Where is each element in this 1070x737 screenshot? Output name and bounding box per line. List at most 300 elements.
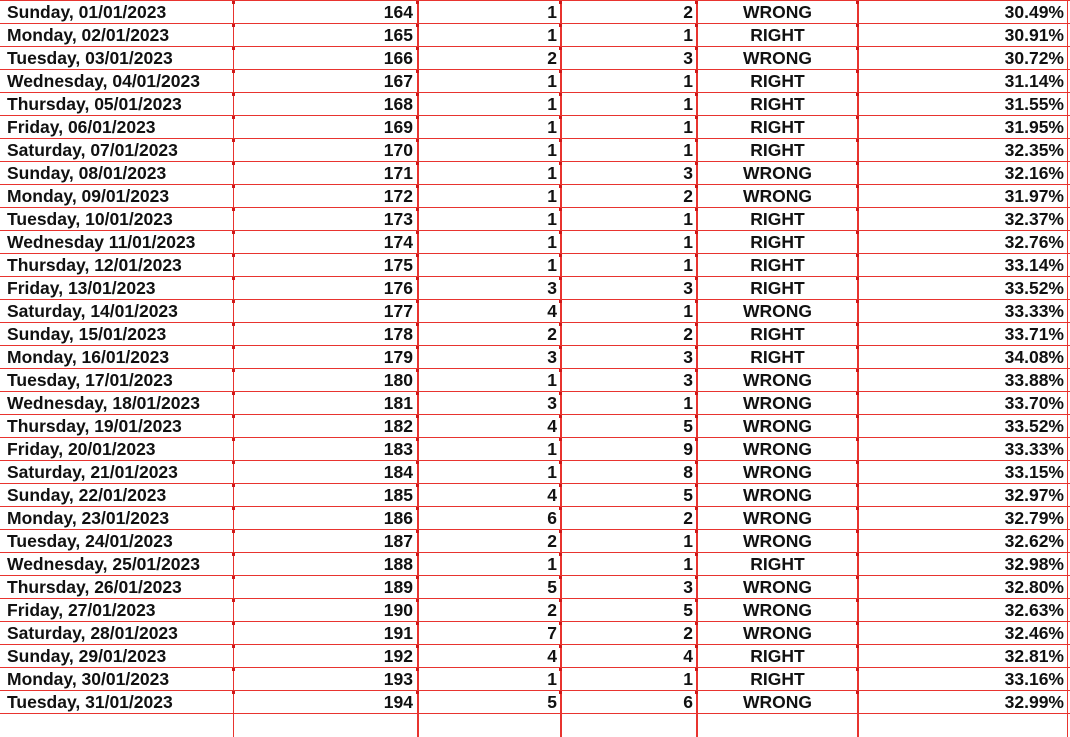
result-cell[interactable]: WRONG — [742, 301, 813, 321]
result-cell[interactable]: RIGHT — [750, 232, 805, 252]
column-divider — [696, 461, 698, 483]
percentage-cell[interactable]: 30.72% — [1004, 48, 1064, 68]
date-cell[interactable]: Wednesday, 25/01/2023 — [7, 554, 200, 574]
index-cell[interactable]: 173 — [383, 209, 413, 229]
result-cell[interactable]: RIGHT — [750, 278, 805, 298]
cell-comment-marker — [695, 254, 698, 257]
table-row[interactable] — [0, 300, 1070, 323]
value-b-cell[interactable]: 2 — [683, 2, 693, 22]
column-divider — [233, 438, 234, 460]
cell-comment-marker — [856, 369, 859, 372]
date-cell[interactable]: Thursday, 05/01/2023 — [7, 94, 182, 114]
table-row[interactable] — [0, 438, 1070, 461]
column-divider — [1067, 277, 1068, 299]
value-a-cell[interactable]: 5 — [547, 692, 557, 712]
value-a-cell[interactable]: 1 — [547, 439, 557, 459]
cell-comment-marker — [232, 116, 235, 119]
value-b-cell[interactable]: 3 — [683, 370, 693, 390]
table-row[interactable] — [0, 162, 1070, 185]
date-cell[interactable]: Thursday, 12/01/2023 — [7, 255, 182, 275]
column-divider — [857, 116, 859, 138]
percentage-cell[interactable]: 32.76% — [1004, 232, 1064, 252]
column-divider — [1067, 369, 1068, 391]
result-cell[interactable]: RIGHT — [750, 255, 805, 275]
index-cell[interactable]: 193 — [383, 669, 413, 689]
result-cell[interactable]: RIGHT — [750, 209, 805, 229]
table-row[interactable] — [0, 691, 1070, 714]
index-cell[interactable]: 176 — [383, 278, 413, 298]
index-cell[interactable]: 174 — [383, 232, 413, 252]
value-b-cell[interactable]: 3 — [683, 577, 693, 597]
value-b-cell[interactable]: 9 — [683, 439, 693, 459]
value-a-cell[interactable]: 4 — [547, 301, 557, 321]
result-cell[interactable]: RIGHT — [750, 554, 805, 574]
column-divider — [1067, 622, 1068, 644]
percentage-cell[interactable]: 33.15% — [1004, 462, 1064, 482]
value-b-cell[interactable]: 1 — [683, 232, 693, 252]
percentage-cell[interactable]: 32.98% — [1004, 554, 1064, 574]
table-row[interactable] — [0, 415, 1070, 438]
table-row[interactable] — [0, 622, 1070, 645]
cell-comment-marker — [695, 1, 698, 4]
result-cell[interactable]: WRONG — [742, 48, 813, 68]
cell-comment-marker — [232, 507, 235, 510]
date-cell[interactable]: Tuesday, 31/01/2023 — [7, 692, 173, 712]
cell-comment-marker — [559, 116, 562, 119]
cell-comment-marker — [856, 438, 859, 441]
value-b-cell[interactable]: 1 — [683, 255, 693, 275]
cell-comment-marker — [695, 231, 698, 234]
column-divider — [417, 507, 419, 529]
value-a-cell[interactable]: 1 — [547, 71, 557, 91]
cell-comment-marker — [232, 622, 235, 625]
percentage-cell[interactable]: 32.62% — [1004, 531, 1064, 551]
column-divider — [417, 599, 419, 621]
value-b-cell[interactable]: 2 — [683, 324, 693, 344]
cell-comment-marker — [559, 392, 562, 395]
cell-comment-marker — [559, 622, 562, 625]
result-cell[interactable]: WRONG — [742, 600, 813, 620]
cell-comment-marker — [416, 691, 419, 694]
value-b-cell[interactable]: 3 — [683, 48, 693, 68]
index-cell[interactable]: 180 — [383, 370, 413, 390]
cell-comment-marker — [232, 576, 235, 579]
cell-comment-marker — [695, 300, 698, 303]
value-a-cell[interactable]: 3 — [547, 347, 557, 367]
table-row[interactable] — [0, 369, 1070, 392]
column-divider — [417, 392, 419, 414]
value-a-cell[interactable]: 1 — [547, 370, 557, 390]
date-cell[interactable]: Monday, 30/01/2023 — [7, 669, 170, 689]
percentage-cell[interactable]: 32.81% — [1004, 646, 1064, 666]
percentage-cell[interactable]: 33.16% — [1004, 669, 1064, 689]
value-b-cell[interactable]: 8 — [683, 462, 693, 482]
index-cell[interactable]: 182 — [383, 416, 413, 436]
percentage-cell[interactable]: 33.33% — [1004, 301, 1064, 321]
value-b-cell[interactable]: 1 — [683, 669, 693, 689]
column-divider — [696, 277, 698, 299]
table-row[interactable] — [0, 507, 1070, 530]
column-divider — [417, 208, 419, 230]
column-divider — [560, 553, 562, 575]
table-row[interactable] — [0, 1, 1070, 24]
index-cell[interactable]: 183 — [383, 439, 413, 459]
percentage-cell[interactable]: 32.35% — [1004, 140, 1064, 160]
percentage-cell[interactable]: 33.88% — [1004, 370, 1064, 390]
cell-comment-marker — [559, 691, 562, 694]
result-cell[interactable]: WRONG — [742, 2, 813, 22]
column-divider — [417, 346, 419, 368]
value-b-cell[interactable]: 6 — [683, 692, 693, 712]
value-a-cell[interactable]: 1 — [547, 2, 557, 22]
table-row[interactable] — [0, 47, 1070, 70]
cell-comment-marker — [559, 162, 562, 165]
column-divider — [696, 162, 698, 184]
result-cell[interactable]: WRONG — [742, 577, 813, 597]
column-divider — [696, 231, 698, 253]
value-a-cell[interactable]: 6 — [547, 508, 557, 528]
percentage-cell[interactable]: 31.97% — [1004, 186, 1064, 206]
column-divider — [1067, 231, 1068, 253]
cell-comment-marker — [695, 346, 698, 349]
date-cell[interactable]: Friday, 20/01/2023 — [7, 439, 156, 459]
date-cell[interactable]: Wednesday, 04/01/2023 — [7, 71, 200, 91]
percentage-cell[interactable]: 32.63% — [1004, 600, 1064, 620]
table-row[interactable] — [0, 392, 1070, 415]
cell-comment-marker — [232, 369, 235, 372]
date-cell[interactable]: Sunday, 01/01/2023 — [7, 2, 167, 22]
value-b-cell[interactable]: 3 — [683, 278, 693, 298]
column-divider — [560, 668, 562, 690]
index-cell[interactable]: 188 — [383, 554, 413, 574]
value-a-cell[interactable]: 4 — [547, 416, 557, 436]
date-cell[interactable]: Monday, 02/01/2023 — [7, 25, 170, 45]
result-cell[interactable]: RIGHT — [750, 117, 805, 137]
column-divider — [417, 530, 419, 552]
date-cell[interactable]: Friday, 27/01/2023 — [7, 600, 156, 620]
table-row[interactable] — [0, 645, 1070, 668]
value-b-cell[interactable]: 1 — [683, 140, 693, 160]
value-a-cell[interactable]: 1 — [547, 140, 557, 160]
percentage-cell[interactable]: 31.95% — [1004, 117, 1064, 137]
cell-comment-marker — [416, 346, 419, 349]
column-divider — [696, 484, 698, 506]
value-b-cell[interactable]: 3 — [683, 163, 693, 183]
index-cell[interactable]: 194 — [383, 692, 413, 712]
index-cell[interactable]: 189 — [383, 577, 413, 597]
table-row[interactable] — [0, 346, 1070, 369]
value-a-cell[interactable]: 2 — [547, 531, 557, 551]
result-cell[interactable]: RIGHT — [750, 347, 805, 367]
result-cell[interactable]: RIGHT — [750, 324, 805, 344]
value-a-cell[interactable]: 1 — [547, 94, 557, 114]
result-cell[interactable]: WRONG — [742, 692, 813, 712]
date-cell[interactable]: Saturday, 07/01/2023 — [7, 140, 178, 160]
date-cell[interactable]: Sunday, 29/01/2023 — [7, 646, 167, 666]
percentage-cell[interactable]: 33.14% — [1004, 255, 1064, 275]
percentage-cell[interactable]: 30.49% — [1004, 2, 1064, 22]
date-cell[interactable]: Monday, 23/01/2023 — [7, 508, 170, 528]
index-cell[interactable]: 184 — [383, 462, 413, 482]
table-row[interactable] — [0, 461, 1070, 484]
value-a-cell[interactable]: 1 — [547, 554, 557, 574]
value-a-cell[interactable]: 7 — [547, 623, 557, 643]
percentage-cell[interactable]: 32.80% — [1004, 577, 1064, 597]
cell-comment-marker — [856, 93, 859, 96]
index-cell[interactable]: 168 — [383, 94, 413, 114]
value-b-cell[interactable]: 1 — [683, 25, 693, 45]
cell-comment-marker — [416, 553, 419, 556]
cell-comment-marker — [416, 116, 419, 119]
cell-comment-marker — [695, 277, 698, 280]
index-cell[interactable]: 186 — [383, 508, 413, 528]
cell-comment-marker — [232, 599, 235, 602]
column-divider — [233, 530, 234, 552]
result-cell[interactable]: WRONG — [742, 370, 813, 390]
index-cell[interactable]: 191 — [383, 623, 413, 643]
value-a-cell[interactable]: 1 — [547, 25, 557, 45]
result-cell[interactable]: RIGHT — [750, 140, 805, 160]
index-cell[interactable]: 181 — [383, 393, 413, 413]
value-a-cell[interactable]: 1 — [547, 117, 557, 137]
percentage-cell[interactable]: 32.16% — [1004, 163, 1064, 183]
index-cell[interactable]: 165 — [383, 25, 413, 45]
column-divider — [857, 576, 859, 598]
table-row[interactable] — [0, 277, 1070, 300]
cell-comment-marker — [695, 530, 698, 533]
cell-comment-marker — [416, 1, 419, 4]
index-cell[interactable]: 170 — [383, 140, 413, 160]
percentage-cell[interactable]: 30.91% — [1004, 25, 1064, 45]
cell-comment-marker — [416, 484, 419, 487]
result-cell[interactable]: RIGHT — [750, 646, 805, 666]
index-cell[interactable]: 172 — [383, 186, 413, 206]
index-cell[interactable]: 187 — [383, 531, 413, 551]
percentage-cell[interactable]: 33.52% — [1004, 416, 1064, 436]
percentage-cell[interactable]: 31.14% — [1004, 71, 1064, 91]
value-a-cell[interactable]: 1 — [547, 209, 557, 229]
date-cell[interactable]: Sunday, 08/01/2023 — [7, 163, 167, 183]
percentage-cell[interactable]: 31.55% — [1004, 94, 1064, 114]
result-cell[interactable]: WRONG — [742, 623, 813, 643]
index-cell[interactable]: 177 — [383, 301, 413, 321]
index-cell[interactable]: 185 — [383, 485, 413, 505]
cell-comment-marker — [559, 300, 562, 303]
cell-comment-marker — [856, 116, 859, 119]
value-b-cell[interactable]: 2 — [683, 508, 693, 528]
cell-comment-marker — [856, 507, 859, 510]
column-divider — [1067, 93, 1068, 115]
table-row[interactable] — [0, 323, 1070, 346]
percentage-cell[interactable]: 33.33% — [1004, 439, 1064, 459]
table-row[interactable] — [0, 208, 1070, 231]
result-cell[interactable]: WRONG — [742, 508, 813, 528]
index-cell[interactable]: 190 — [383, 600, 413, 620]
cell-comment-marker — [232, 139, 235, 142]
table-row[interactable] — [0, 70, 1070, 93]
column-divider — [1067, 139, 1068, 161]
column-divider — [560, 93, 562, 115]
column-divider — [417, 116, 419, 138]
cell-comment-marker — [695, 484, 698, 487]
cell-comment-marker — [232, 530, 235, 533]
table-row[interactable] — [0, 24, 1070, 47]
result-cell[interactable]: WRONG — [742, 462, 813, 482]
table-row[interactable] — [0, 231, 1070, 254]
column-divider — [857, 622, 859, 644]
percentage-cell[interactable]: 32.46% — [1004, 623, 1064, 643]
result-cell[interactable]: RIGHT — [750, 94, 805, 114]
value-a-cell[interactable]: 1 — [547, 186, 557, 206]
column-divider — [233, 622, 234, 644]
value-a-cell[interactable]: 2 — [547, 600, 557, 620]
percentage-cell[interactable]: 33.71% — [1004, 324, 1064, 344]
column-divider — [417, 231, 419, 253]
table-row[interactable] — [0, 139, 1070, 162]
result-cell[interactable]: WRONG — [742, 485, 813, 505]
percentage-cell[interactable]: 32.37% — [1004, 209, 1064, 229]
table-row[interactable] — [0, 254, 1070, 277]
column-divider — [1067, 185, 1068, 207]
percentage-cell[interactable]: 32.97% — [1004, 485, 1064, 505]
value-a-cell[interactable]: 2 — [547, 324, 557, 344]
column-divider — [696, 530, 698, 552]
index-cell[interactable]: 175 — [383, 255, 413, 275]
index-cell[interactable]: 178 — [383, 324, 413, 344]
column-divider — [1067, 346, 1068, 368]
value-a-cell[interactable]: 2 — [547, 48, 557, 68]
table-row[interactable] — [0, 553, 1070, 576]
index-cell[interactable]: 179 — [383, 347, 413, 367]
percentage-cell[interactable]: 32.79% — [1004, 508, 1064, 528]
index-cell[interactable]: 166 — [383, 48, 413, 68]
date-cell[interactable]: Monday, 16/01/2023 — [7, 347, 170, 367]
result-cell[interactable]: WRONG — [742, 186, 813, 206]
cell-comment-marker — [416, 300, 419, 303]
percentage-cell[interactable]: 33.70% — [1004, 393, 1064, 413]
column-divider — [233, 70, 234, 92]
date-cell[interactable]: Monday, 09/01/2023 — [7, 186, 170, 206]
date-cell[interactable]: Tuesday, 24/01/2023 — [7, 531, 173, 551]
result-cell[interactable]: RIGHT — [750, 71, 805, 91]
column-divider — [857, 323, 859, 345]
index-cell[interactable]: 171 — [383, 163, 413, 183]
cell-comment-marker — [559, 231, 562, 234]
date-cell[interactable]: Tuesday, 17/01/2023 — [7, 370, 173, 390]
value-a-cell[interactable]: 1 — [547, 232, 557, 252]
result-cell[interactable]: RIGHT — [750, 25, 805, 45]
value-b-cell[interactable]: 1 — [683, 301, 693, 321]
date-cell[interactable]: Wednesday, 18/01/2023 — [7, 393, 200, 413]
result-cell[interactable]: WRONG — [742, 163, 813, 183]
date-cell[interactable]: Tuesday, 10/01/2023 — [7, 209, 173, 229]
value-b-cell[interactable]: 1 — [683, 94, 693, 114]
table-row[interactable] — [0, 576, 1070, 599]
date-cell[interactable]: Friday, 13/01/2023 — [7, 278, 156, 298]
value-b-cell[interactable]: 1 — [683, 393, 693, 413]
value-b-cell[interactable]: 1 — [683, 117, 693, 137]
date-cell[interactable]: Friday, 06/01/2023 — [7, 117, 156, 137]
value-a-cell[interactable]: 5 — [547, 577, 557, 597]
date-cell[interactable]: Sunday, 15/01/2023 — [7, 324, 167, 344]
table-row[interactable] — [0, 484, 1070, 507]
value-b-cell[interactable]: 5 — [683, 600, 693, 620]
date-cell[interactable]: Wednesday 11/01/2023 — [7, 232, 196, 252]
table-row[interactable] — [0, 668, 1070, 691]
cell-comment-marker — [416, 208, 419, 211]
cell-comment-marker — [232, 277, 235, 280]
date-cell[interactable]: Thursday, 26/01/2023 — [7, 577, 182, 597]
index-cell[interactable]: 164 — [383, 2, 413, 22]
percentage-cell[interactable]: 33.52% — [1004, 278, 1064, 298]
percentage-cell[interactable]: 34.08% — [1004, 347, 1064, 367]
value-b-cell[interactable]: 5 — [683, 416, 693, 436]
date-cell[interactable]: Saturday, 21/01/2023 — [7, 462, 178, 482]
column-divider — [233, 668, 234, 690]
table-row[interactable] — [0, 93, 1070, 116]
value-a-cell[interactable]: 3 — [547, 278, 557, 298]
value-a-cell[interactable]: 3 — [547, 393, 557, 413]
value-b-cell[interactable]: 1 — [683, 71, 693, 91]
value-b-cell[interactable]: 3 — [683, 347, 693, 367]
result-cell[interactable]: RIGHT — [750, 669, 805, 689]
column-divider — [233, 599, 234, 621]
cell-comment-marker — [232, 231, 235, 234]
cell-comment-marker — [232, 185, 235, 188]
table-row[interactable] — [0, 599, 1070, 622]
table-row[interactable] — [0, 530, 1070, 553]
value-b-cell[interactable]: 2 — [683, 186, 693, 206]
value-b-cell[interactable]: 5 — [683, 485, 693, 505]
value-b-cell[interactable]: 2 — [683, 623, 693, 643]
index-cell[interactable]: 169 — [383, 117, 413, 137]
value-a-cell[interactable]: 1 — [547, 255, 557, 275]
value-b-cell[interactable]: 1 — [683, 554, 693, 574]
result-cell[interactable]: WRONG — [742, 439, 813, 459]
percentage-cell[interactable]: 32.99% — [1004, 692, 1064, 712]
index-cell[interactable]: 192 — [383, 646, 413, 666]
value-a-cell[interactable]: 4 — [547, 646, 557, 666]
date-cell[interactable]: Thursday, 19/01/2023 — [7, 416, 182, 436]
result-cell[interactable]: WRONG — [742, 416, 813, 436]
cell-comment-marker — [695, 553, 698, 556]
column-divider — [560, 231, 562, 253]
date-cell[interactable]: Saturday, 28/01/2023 — [7, 623, 178, 643]
cell-comment-marker — [856, 484, 859, 487]
value-a-cell[interactable]: 1 — [547, 669, 557, 689]
column-divider — [696, 346, 698, 368]
value-a-cell[interactable]: 4 — [547, 485, 557, 505]
date-cell[interactable]: Sunday, 22/01/2023 — [7, 485, 167, 505]
table-row-partial-bottom[interactable] — [0, 714, 1070, 737]
date-cell[interactable]: Saturday, 14/01/2023 — [7, 301, 178, 321]
table-row[interactable] — [0, 185, 1070, 208]
column-divider — [233, 369, 234, 391]
cell-comment-marker — [416, 438, 419, 441]
value-a-cell[interactable]: 1 — [547, 462, 557, 482]
value-b-cell[interactable]: 4 — [683, 646, 693, 666]
value-a-cell[interactable]: 1 — [547, 163, 557, 183]
value-b-cell[interactable]: 1 — [683, 209, 693, 229]
cell-comment-marker — [695, 599, 698, 602]
result-cell[interactable]: WRONG — [742, 531, 813, 551]
result-cell[interactable]: WRONG — [742, 393, 813, 413]
date-cell[interactable]: Tuesday, 03/01/2023 — [7, 48, 173, 68]
column-divider — [560, 530, 562, 552]
value-b-cell[interactable]: 1 — [683, 531, 693, 551]
table-row[interactable] — [0, 116, 1070, 139]
index-cell[interactable]: 167 — [383, 71, 413, 91]
